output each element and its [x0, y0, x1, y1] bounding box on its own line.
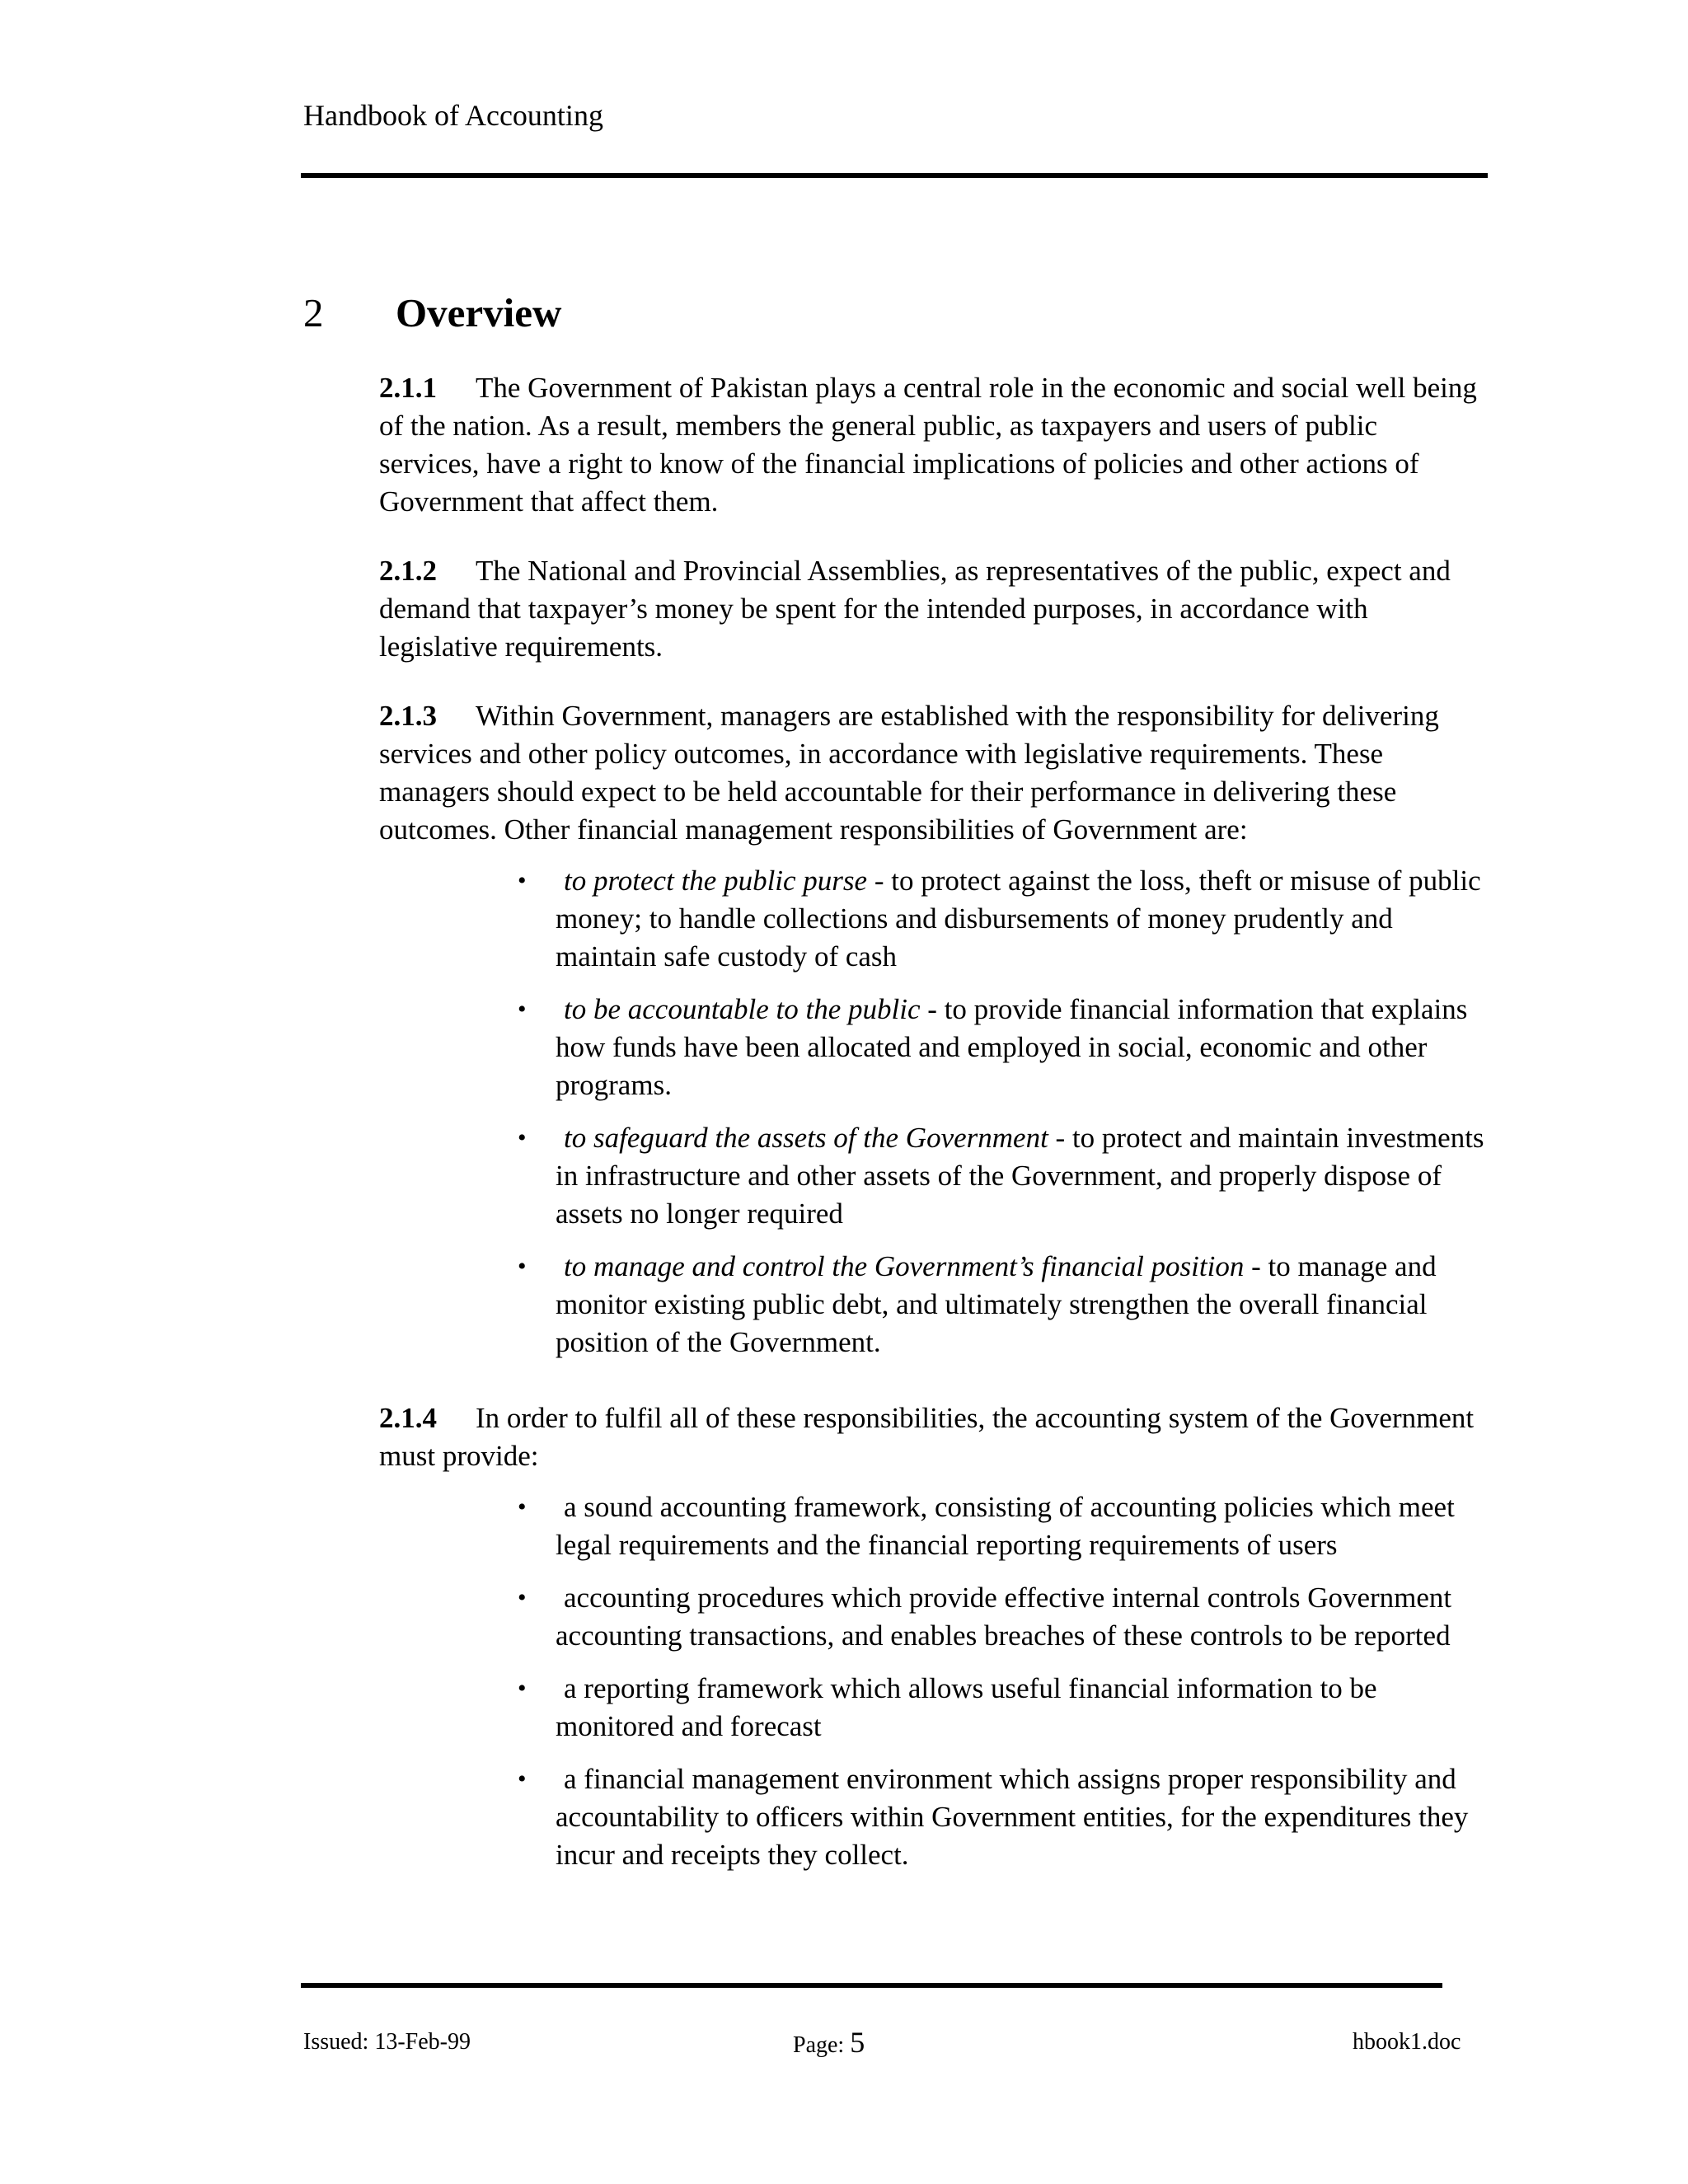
bullet-text: to provide financial information that explains how funds have been allocated and employed in social, economic and other programs.	[556, 993, 1468, 1101]
bullet-icon: •	[518, 1124, 527, 1151]
bullet-lead: to be accountable to the public -	[564, 993, 937, 1025]
page-label: Page:	[793, 2032, 845, 2058]
section-number: 2	[303, 290, 324, 335]
list-item	[518, 1579, 1490, 1655]
paragraph-number: 2.1.4	[379, 1402, 437, 1434]
bullet-icon: •	[518, 1675, 527, 1702]
paragraph-number: 2.1.1	[379, 372, 437, 404]
paragraph-number: 2.1.2	[379, 555, 437, 587]
section-heading	[303, 288, 561, 338]
bullet-text: to protect and maintain investments in infrastructure and other assets of the Government, and properly dispose of assets no longer required	[556, 1122, 1484, 1230]
responsibilities-list	[518, 862, 1490, 1376]
list-item	[518, 862, 1490, 976]
bullet-icon: •	[518, 1253, 527, 1280]
paragraph-2-1-4	[379, 1399, 1484, 1475]
paragraph-number: 2.1.3	[379, 700, 437, 732]
document-title: Handbook of Accounting	[303, 99, 603, 132]
bullet-icon: •	[518, 1584, 527, 1611]
issued-date: Issued: 13-Feb-99	[303, 2029, 471, 2055]
paragraph-2-1-3	[379, 697, 1484, 849]
list-item	[518, 1488, 1490, 1564]
page-number: 5	[850, 2026, 865, 2059]
bullet-lead: to protect the public purse	[564, 865, 868, 897]
section-title: Overview	[396, 290, 562, 335]
bullet-text: a financial management environment which assigns proper responsibility and accountability to officers within Government entities, for the expenditures they incur and receipts they collect.	[556, 1763, 1469, 1871]
footer-rule	[301, 1983, 1442, 1988]
bullet-text: - to protect against the loss, theft or misuse of public money; to handle collections and disbursements of money prudently and maintain safe custody of cash	[556, 865, 1481, 972]
paragraph-text: Within Government, managers are established with the responsibility for delivering services and other policy outcomes, in accordance with legislative requirements. These managers should expect to be held accountable for their performance in delivering these outcomes. Other financial management responsibilities of Government are:	[379, 700, 1439, 846]
bullet-text: - to manage and monitor existing public debt, and ultimately strengthen the overall financial position of the Government.	[556, 1250, 1437, 1358]
page-indicator	[793, 2026, 865, 2062]
paragraph-2-1-1	[379, 369, 1484, 521]
list-item	[518, 1248, 1490, 1361]
bullet-icon: •	[518, 1765, 527, 1793]
paragraph-text: The Government of Pakistan plays a central role in the economic and social well being of the nation. As a result, members the general public, as taxpayers and users of public services, have a right to know of the financial implications of policies and other actions of Government that affect them.	[379, 372, 1477, 518]
paragraph-2-1-2	[379, 552, 1484, 666]
bullet-lead: to manage and control the Government’s financial position	[564, 1250, 1245, 1282]
bullet-lead: to safeguard the assets of the Government -	[564, 1122, 1066, 1154]
header-rule	[301, 173, 1488, 178]
paragraph-text: In order to fulfil all of these responsibilities, the accounting system of the Government must provide:	[379, 1402, 1475, 1472]
accounting-system-list	[518, 1488, 1490, 1889]
paragraph-text: The National and Provincial Assemblies, as representatives of the public, expect and demand that taxpayer’s money be spent for the intended purposes, in accordance with legislative requirements.	[379, 555, 1451, 663]
bullet-text: a sound accounting framework, consisting of accounting policies which meet legal requirements and the financial reporting requirements of users	[556, 1491, 1455, 1561]
bullet-icon: •	[518, 996, 527, 1023]
list-item	[518, 991, 1490, 1104]
bullet-icon: •	[518, 1493, 527, 1521]
file-name: hbook1.doc	[1353, 2029, 1461, 2055]
bullet-text: a reporting framework which allows useful financial information to be monitored and forecast	[556, 1672, 1377, 1742]
bullet-text: accounting procedures which provide effective internal controls Government accounting transactions, and enables breaches of these controls to be reported	[556, 1582, 1452, 1652]
bullet-icon: •	[518, 867, 527, 894]
list-item	[518, 1119, 1490, 1233]
list-item	[518, 1760, 1490, 1874]
list-item	[518, 1670, 1490, 1746]
